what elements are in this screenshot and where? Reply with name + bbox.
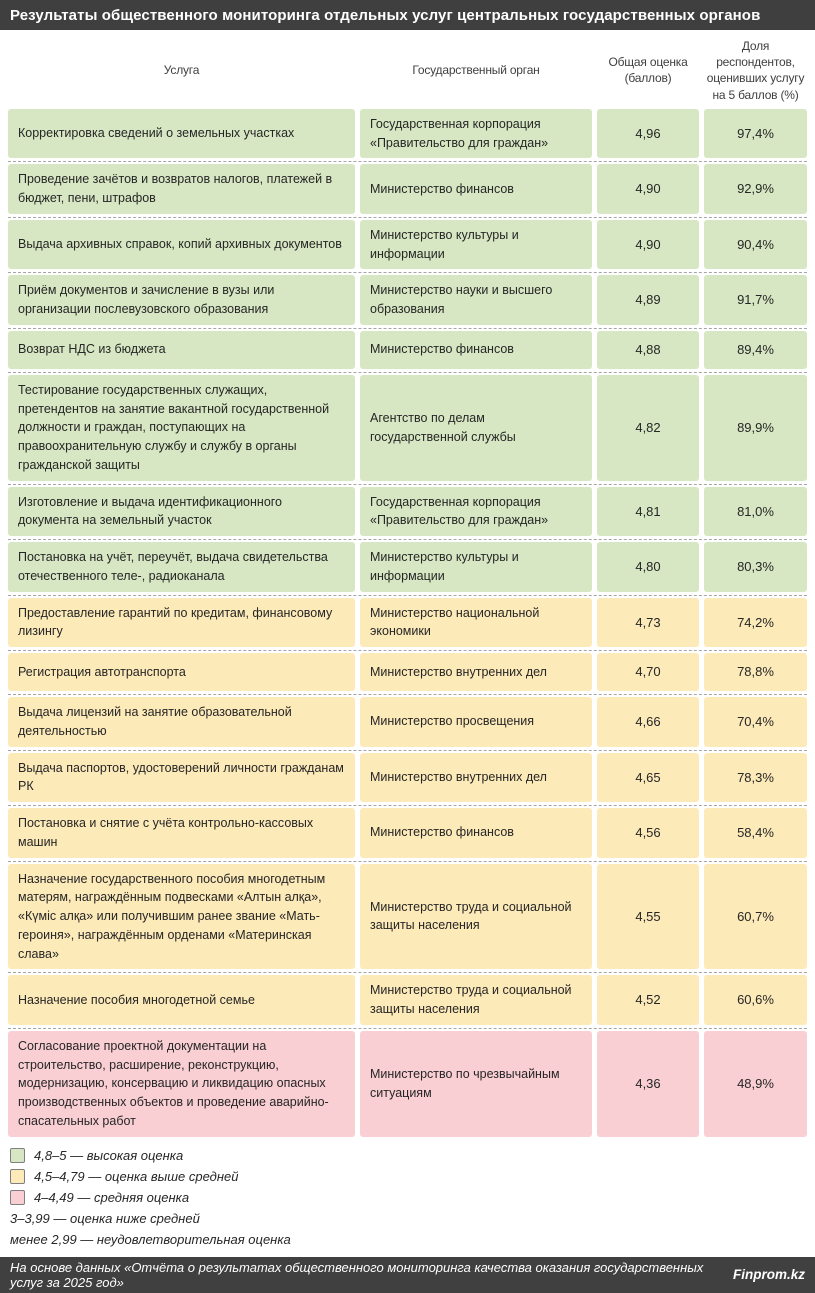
service-cell: Предоставление гарантий по кредитам, финансовому лизингу — [8, 598, 355, 648]
table-row — [8, 864, 807, 974]
score-cell: 4,80 — [597, 542, 699, 592]
legend-item — [10, 1148, 805, 1163]
score-cell: 4,89 — [597, 275, 699, 325]
agency-cell: Министерство науки и высшего образования — [360, 275, 592, 325]
share-cell: 97,4% — [704, 109, 807, 159]
share-cell: 58,4% — [704, 808, 807, 858]
agency-cell: Министерство по чрезвычайным ситуациям — [360, 1031, 592, 1137]
service-cell: Выдача лицензий на занятие образовательной деятельностью — [8, 697, 355, 747]
score-cell: 4,70 — [597, 653, 699, 691]
legend-label: 3–3,99 — оценка ниже средней — [10, 1210, 200, 1226]
legend-item — [10, 1211, 805, 1226]
agency-cell: Министерство финансов — [360, 164, 592, 214]
table-row — [8, 109, 807, 163]
score-cell: 4,36 — [597, 1031, 699, 1137]
table-row — [8, 375, 807, 485]
share-cell: 78,3% — [704, 753, 807, 803]
share-cell: 60,6% — [704, 975, 807, 1025]
legend-item — [10, 1232, 805, 1247]
agency-cell: Министерство просвещения — [360, 697, 592, 747]
service-cell: Назначение государственного пособия многодетным матерям, награждённым подвесками «Алтын алқа», «Күміс алқа» или получившим ранее звание «Мать-героиня», награждённым орденами «Материнская слава» — [8, 864, 355, 970]
title-bar — [0, 0, 815, 30]
table-body — [8, 109, 807, 1140]
table-area — [0, 30, 815, 1257]
service-cell: Возврат НДС из бюджета — [8, 331, 355, 369]
legend — [8, 1140, 807, 1257]
service-cell: Постановка на учёт, переучёт, выдача свидетельства отечественного теле-, радиоканала — [8, 542, 355, 592]
agency-cell: Министерство финансов — [360, 331, 592, 369]
table-row — [8, 653, 807, 695]
brand-logo: Finprom.kz — [732, 1267, 805, 1282]
score-cell: 4,66 — [597, 697, 699, 747]
service-cell: Регистрация автотранспорта — [8, 653, 355, 691]
service-cell: Тестирование государственных служащих, претендентов на занятие вакантной государственной должности и граждан, поступающих на правоохранительную службу и службу в органы гражданской защиты — [8, 375, 355, 481]
share-cell: 92,9% — [704, 164, 807, 214]
score-cell: 4,81 — [597, 487, 699, 537]
table-row — [8, 1031, 807, 1140]
agency-cell: Государственная корпорация «Правительство для граждан» — [360, 109, 592, 159]
legend-swatch — [10, 1148, 25, 1163]
score-cell: 4,82 — [597, 375, 699, 481]
table-row — [8, 753, 807, 807]
service-cell: Приём документов и зачисление в вузы или организации послевузовского образования — [8, 275, 355, 325]
score-cell: 4,88 — [597, 331, 699, 369]
legend-label: 4,8–5 — высокая оценка — [34, 1147, 184, 1163]
table-row — [8, 697, 807, 751]
footer-bar — [0, 1257, 815, 1293]
share-cell: 81,0% — [704, 487, 807, 537]
service-cell: Изготовление и выдача идентификационного документа на земельный участок — [8, 487, 355, 537]
agency-cell: Министерство внутренних дел — [360, 753, 592, 803]
agency-cell: Министерство национальной экономики — [360, 598, 592, 648]
share-cell: 74,2% — [704, 598, 807, 648]
legend-label: менее 2,99 — неудовлетворительная оценка — [10, 1231, 291, 1247]
share-cell: 78,8% — [704, 653, 807, 691]
share-cell: 91,7% — [704, 275, 807, 325]
agency-cell: Агентство по делам государственной службы — [360, 375, 592, 481]
agency-cell: Министерство финансов — [360, 808, 592, 858]
share-cell: 89,9% — [704, 375, 807, 481]
table-row — [8, 808, 807, 862]
table-row — [8, 542, 807, 596]
share-cell: 80,3% — [704, 542, 807, 592]
service-cell: Выдача паспортов, удостоверений личности гражданам РК — [8, 753, 355, 803]
score-cell: 4,56 — [597, 808, 699, 858]
legend-swatch — [10, 1169, 25, 1184]
agency-cell: Государственная корпорация «Правительство для граждан» — [360, 487, 592, 537]
share-cell: 60,7% — [704, 864, 807, 970]
agency-cell: Министерство труда и социальной защиты населения — [360, 975, 592, 1025]
agency-cell: Министерство внутренних дел — [360, 653, 592, 691]
share-cell: 90,4% — [704, 220, 807, 270]
service-cell: Согласование проектной документации на строительство, расширение, реконструкцию, модернизацию, консервацию и ликвидацию опасных производственных объектов и проведение аварийно-спасательных работ — [8, 1031, 355, 1137]
column-header-share: Доля респондентов, оценивших услугу на 5 баллов (%) — [706, 39, 805, 102]
legend-swatch — [10, 1190, 25, 1205]
score-cell: 4,96 — [597, 109, 699, 159]
table-row — [8, 275, 807, 329]
table-row — [8, 220, 807, 274]
table-row — [8, 487, 807, 541]
table-row — [8, 598, 807, 652]
agency-cell: Министерство культуры и информации — [360, 542, 592, 592]
page-title: Результаты общественного мониторинга отдельных услуг центральных государственных органов — [10, 6, 761, 24]
legend-label: 4–4,49 — средняя оценка — [34, 1189, 190, 1205]
score-cell: 4,65 — [597, 753, 699, 803]
score-cell: 4,90 — [597, 164, 699, 214]
service-cell: Постановка и снятие с учёта контрольно-кассовых машин — [8, 808, 355, 858]
score-cell: 4,90 — [597, 220, 699, 270]
table-row — [8, 164, 807, 218]
score-cell: 4,73 — [597, 598, 699, 648]
score-cell: 4,52 — [597, 975, 699, 1025]
legend-item — [10, 1169, 805, 1184]
service-cell: Корректировка сведений о земельных участках — [8, 109, 355, 159]
share-cell: 48,9% — [704, 1031, 807, 1137]
service-cell: Назначение пособия многодетной семье — [8, 975, 355, 1025]
column-header-service: Услуга — [163, 63, 200, 78]
table-row — [8, 331, 807, 373]
service-cell: Выдача архивных справок, копий архивных документов — [8, 220, 355, 270]
service-cell: Проведение зачётов и возвратов налогов, платежей в бюджет, пени, штрафов — [8, 164, 355, 214]
source-note: На основе данных «Отчёта о результатах общественного мониторинга качества оказания государственных услуг за 2025 год» — [10, 1259, 704, 1290]
share-cell: 89,4% — [704, 331, 807, 369]
column-header-score: Общая оценка (баллов) — [608, 55, 688, 86]
share-cell: 70,4% — [704, 697, 807, 747]
legend-item — [10, 1190, 805, 1205]
agency-cell: Министерство труда и социальной защиты населения — [360, 864, 592, 970]
table-row — [8, 975, 807, 1029]
legend-label: 4,5–4,79 — оценка выше средней — [34, 1168, 239, 1184]
score-cell: 4,55 — [597, 864, 699, 970]
column-header-agency: Государственный орган — [412, 63, 540, 78]
agency-cell: Министерство культуры и информации — [360, 220, 592, 270]
table-header-row — [8, 30, 807, 109]
